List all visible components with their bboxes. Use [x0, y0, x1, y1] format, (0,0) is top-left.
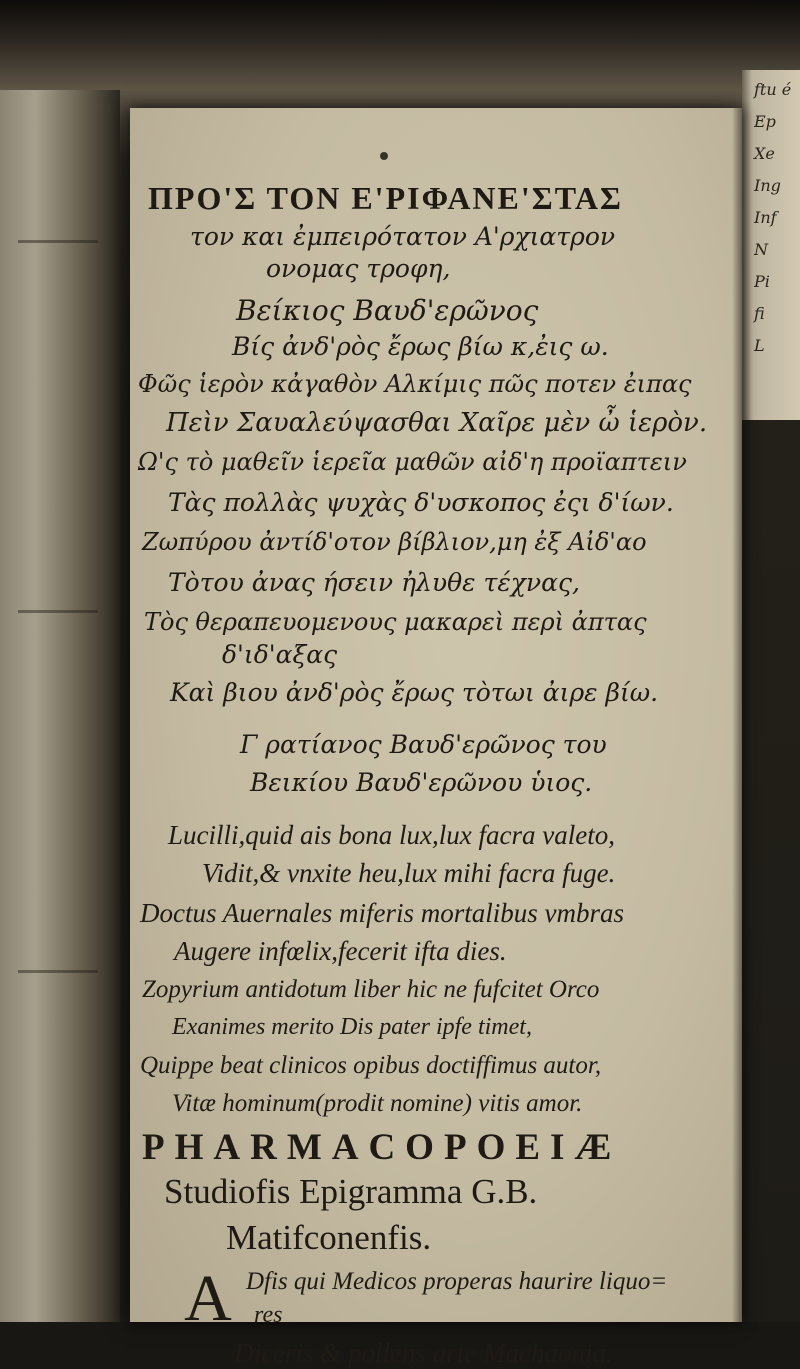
latin-line: Augere infœlix,fecerit ifta dies. [174, 936, 507, 966]
margin-fragment: Ing [754, 176, 781, 195]
margin-fragment: ftu é [754, 80, 792, 99]
latin-line: Vitæ hominum(prodit nomine) vitis amor. [172, 1090, 583, 1117]
greek-line: Φῶς ἱερὸν κἀγαθὸν Αλκίμις πῶς ποτεν ἐιπας [138, 370, 692, 398]
greek-line: Βείκιος Βαυδ'ερῶνος [236, 294, 539, 327]
greek-line: τον και ἐμπειρότατον Α'ρχιατρον [190, 222, 616, 251]
greek-title: ΠΡΟ'Σ ΤΟΝ Ε'ΡΙΦΑΝΕ'ΣΤΑΣ [148, 180, 623, 216]
page-shadow-stripe [18, 610, 98, 613]
greek-line: Πεὶν Σαυαλεύψασθαι Χαῖρε μὲν ὦ ἱερὸν. [166, 408, 708, 438]
author-name: Matifconenfis. [226, 1218, 432, 1257]
margin-fragment: fi [754, 304, 765, 323]
margin-fragment: L [754, 336, 765, 355]
greek-line: Τὰς πολλὰς ψυχὰς δ'υσκοπος ἐςι δ'ίων. [168, 488, 674, 517]
page-shadow-stripe [18, 240, 98, 243]
page-shadow-stripe [18, 970, 98, 973]
latin-line: Vidit,& vnxite heu,lux mihi facra fuge. [202, 858, 616, 888]
section-subtitle: Studiofis Epigramma G.B. [164, 1172, 538, 1211]
greek-signature: Βεικίου Βαυδ'ερῶνου ὑιος. [250, 768, 593, 797]
margin-fragment: Pi [754, 272, 770, 291]
poem-line: Diceris & pollens arte Machaonia. [234, 1338, 613, 1368]
margin-fragment: Xe [754, 144, 775, 163]
section-heading: PHARMACOPOEIÆ [142, 1127, 622, 1168]
poem-line: Dfis qui Medicos properas haurire liquo= [246, 1268, 668, 1295]
greek-line: Βίς ἀνδ'ρὸς ἔρως βίω κ,ἐις ω. [232, 332, 609, 361]
greek-line: Ζωπύρου ἀντίδ'οτον βίβλιον,μη ἐξ Αἰδ'αο [142, 528, 647, 556]
latin-line: Quippe beat clinicos opibus doctiffimus autor, [140, 1052, 602, 1079]
poem-line: res [254, 1302, 283, 1328]
greek-line: Καὶ βιου ἀνδ'ρὸς ἔρως τὸτωι ἀιρε βίω. [170, 678, 659, 707]
margin-fragment: Inf [754, 208, 777, 227]
ornament-dot [380, 152, 388, 160]
greek-line: Τὸτου ἀνας ήσειν ἠλυθε τέχνας, [168, 568, 580, 597]
page-binding-shadow [732, 108, 742, 1322]
latin-line: Exanimes merito Dis pater ipfe timet, [172, 1014, 532, 1040]
latin-line: Zopyrium antidotum liber hic ne fufcitet Orco [142, 976, 600, 1003]
greek-line: ονομας τροφη, [266, 254, 451, 283]
greek-line: δ'ιδ'αξας [222, 640, 338, 669]
margin-fragment: N [754, 240, 768, 259]
latin-line: Doctus Auernales miferis mortalibus vmbras [140, 898, 624, 928]
left-page-edge [0, 90, 120, 1322]
greek-signature: Γ ρατίανος Βαυδ'ερῶνος του [240, 730, 607, 759]
greek-line: Ω'ς τὸ μαθεῖν ἱερεῖα μαθῶν αἰδ'η προϊαπτειν [138, 448, 687, 476]
greek-line: Τὸς θεραπευομενους μακαρεὶ περὶ ἀπτας [144, 608, 647, 636]
drop-cap-initial: A [184, 1262, 232, 1335]
right-page-edge [742, 70, 800, 420]
book-page [130, 108, 742, 1368]
margin-fragment: Ep [754, 112, 776, 131]
latin-line: Lucilli,quid ais bona lux,lux facra valeto, [168, 820, 615, 850]
